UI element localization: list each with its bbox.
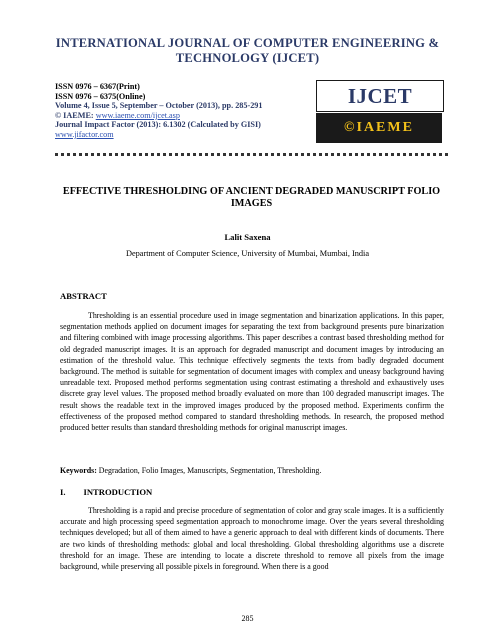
ijcet-logo: IJCET: [316, 80, 444, 112]
issn-print: ISSN 0976 – 6367(Print): [55, 82, 140, 91]
introduction-heading: [60, 487, 152, 497]
impact-factor: Journal Impact Factor (2013): 6.1302 (Calculated by GISI): [55, 120, 261, 130]
keywords-label: Keywords:: [60, 466, 97, 475]
iaeme-line: [55, 111, 263, 121]
author-name: Lalit Saxena: [224, 232, 271, 242]
section-number: I.: [60, 487, 66, 497]
introduction-text: Thresholding is a rapid and precise procedure of segmentation of color and gray scale images. It is a sufficiently accurate and high processing speed segmentation approach to monochrome image. Over the years several thresholding techniques developed; but all of them aimed to have a generic approach to deal with different kinds of documents. There are two kinds of thresholding methods: global and local thresholding. Global thresholding algorithms use a discrete threshold for an image. These are intending to locate a discrete threshold to remove all pixels from the image background, while preserving all possible pixels in foreground. When there is a good: [60, 506, 444, 572]
volume-info: Volume 4, Issue 5, September – October (2013), pp. 285-291: [55, 101, 263, 111]
jifactor-link[interactable]: www.jifactor.com: [55, 129, 114, 139]
abstract-heading: ABSTRACT: [60, 291, 107, 301]
journal-meta: [55, 82, 263, 140]
iaeme-badge: ©IAEME: [316, 113, 442, 143]
iaeme-link[interactable]: www.iaeme.com/ijcet.asp: [95, 110, 180, 120]
author-affiliation: Department of Computer Science, University of Mumbai, Mumbai, India: [125, 249, 370, 258]
page-number: 285: [241, 614, 254, 623]
iaeme-label: © IAEME:: [55, 110, 96, 120]
abstract-text: Thresholding is an essential procedure used in image segmentation and binarization applications. In this paper, segmentation methods applied on document images for separating the text from background presents pure binarization and filtering combined with image processing algorithms. This paper describes a contrast based thresholding method for old degraded manuscript images. It is an approach for degraded manuscript and document images by introducing an estimation of the threshold value. This technique effectively segments the texts from badly degraded document background. The method is suitable for segmentation of document images with complex and uneasy background having unreadable text. Proposed method performs segmentation using contrast estimating a threshold and exhaustively uses discrete gray level values. The proposed method broadly evaluated on more than 100 degraded manuscript images. The result shows the readable text in the improved images produced by the proposed method. Experiments confirm the effectiveness of the proposed method compared to standard thresholding methods. In research, the proposed method produced better results than standard thresholding methods for original manuscript images.: [60, 311, 444, 433]
paper-title: EFFECTIVE THRESHOLDING OF ANCIENT DEGRADED MANUSCRIPT FOLIO IMAGES: [62, 186, 441, 209]
keywords-text: Degradation, Folio Images, Manuscripts, Segmentation, Thresholding.: [96, 466, 322, 475]
journal-title: INTERNATIONAL JOURNAL OF COMPUTER ENGINEERING & TECHNOLOGY (IJCET): [55, 36, 440, 65]
keywords-line: [60, 466, 321, 475]
section-title: INTRODUCTION: [83, 487, 153, 497]
dotted-divider: [55, 153, 448, 156]
issn-online: ISSN 0976 – 6375(Online): [55, 91, 146, 101]
